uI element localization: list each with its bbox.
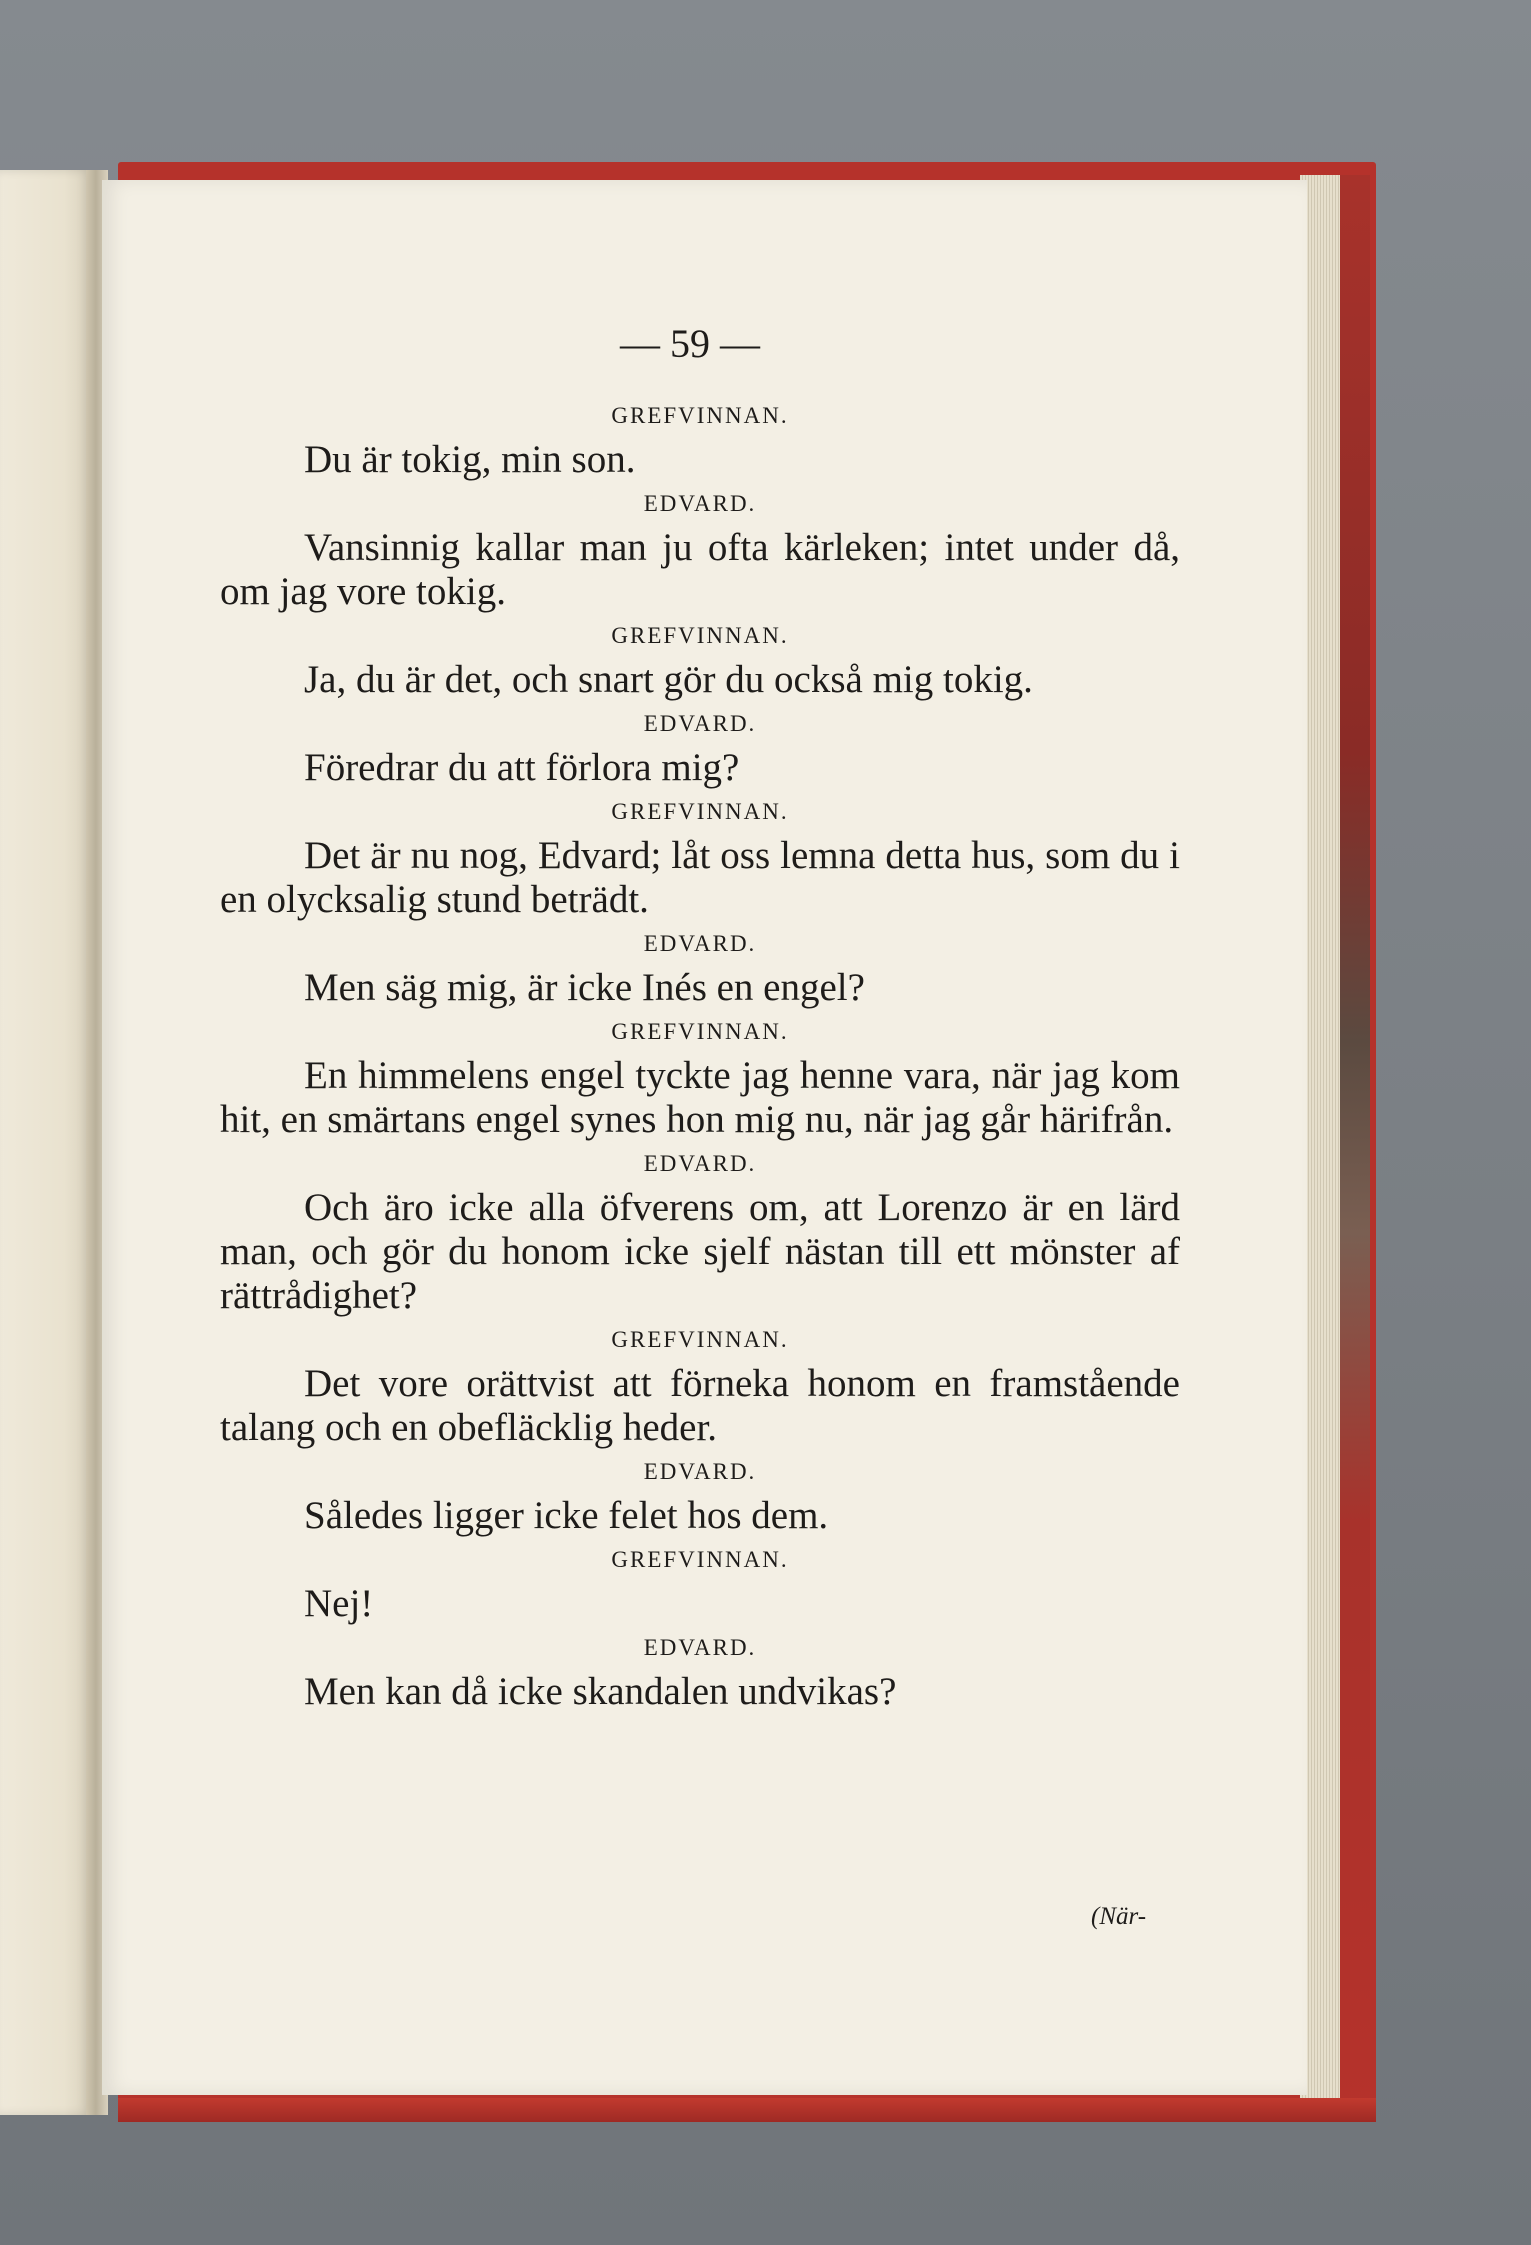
dialogue-line: Ja, du är det, och snart gör du också mig tokig. — [304, 658, 1033, 701]
dialogue-line: Föredrar du att förlora mig? — [304, 746, 740, 789]
speaker-label: GREFVINNAN. — [611, 1327, 789, 1352]
dialogue-line: Således ligger icke felet hos dem. — [304, 1494, 829, 1537]
speaker-label: GREFVINNAN. — [611, 1019, 789, 1044]
marbled-spine-edge — [1340, 175, 1370, 2100]
cover-bottom-edge — [118, 2098, 1376, 2122]
speaker-label: EDVARD. — [643, 1459, 757, 1484]
dialogue-text — [220, 320, 1180, 1714]
catchword: (När- — [1091, 1903, 1147, 1930]
dialogue-line: Och äro icke alla öfverens om, att Lorenzo är en lärd man, och gör du honom icke sjelf nästan till ett mönster af rättrådighet? — [220, 1186, 1180, 1317]
dialogue-line: Det är nu nog, Edvard; låt oss lemna detta hus, som du i en olycksalig stund beträdt. — [220, 834, 1180, 921]
dialogue-line: Det vore orättvist att förneka honom en framstående talang och en obefläcklig heder. — [220, 1362, 1180, 1449]
speaker-label: GREFVINNAN. — [611, 799, 789, 824]
dialogue-line: Men kan då icke skandalen undvikas? — [304, 1670, 897, 1713]
dialogue-line: En himmelens engel tyckte jag henne vara, när jag kom hit, en smärtans engel synes hon mig nu, när jag går härifrån. — [220, 1054, 1180, 1141]
page-number: — 59 — — [620, 321, 760, 366]
left-page-edge — [0, 170, 92, 2115]
dialogue-line: Vansinnig kallar man ju ofta kärleken; intet under då, om jag vore tokig. — [220, 526, 1180, 613]
speaker-label: EDVARD. — [643, 711, 757, 736]
speaker-label: GREFVINNAN. — [611, 623, 789, 648]
speaker-label: GREFVINNAN. — [611, 403, 789, 428]
speaker-label: EDVARD. — [643, 1151, 757, 1176]
speaker-label: GREFVINNAN. — [611, 1547, 789, 1572]
speaker-label: EDVARD. — [643, 491, 757, 516]
top-spacer — [220, 320, 1180, 394]
speaker-label: EDVARD. — [643, 931, 757, 956]
dialogue-line: Du är tokig, min son. — [304, 438, 636, 481]
dialogue-line: Men säg mig, är icke Inés en engel? — [304, 966, 865, 1009]
speaker-label: EDVARD. — [643, 1635, 757, 1660]
dialogue-line: Nej! — [304, 1582, 374, 1625]
